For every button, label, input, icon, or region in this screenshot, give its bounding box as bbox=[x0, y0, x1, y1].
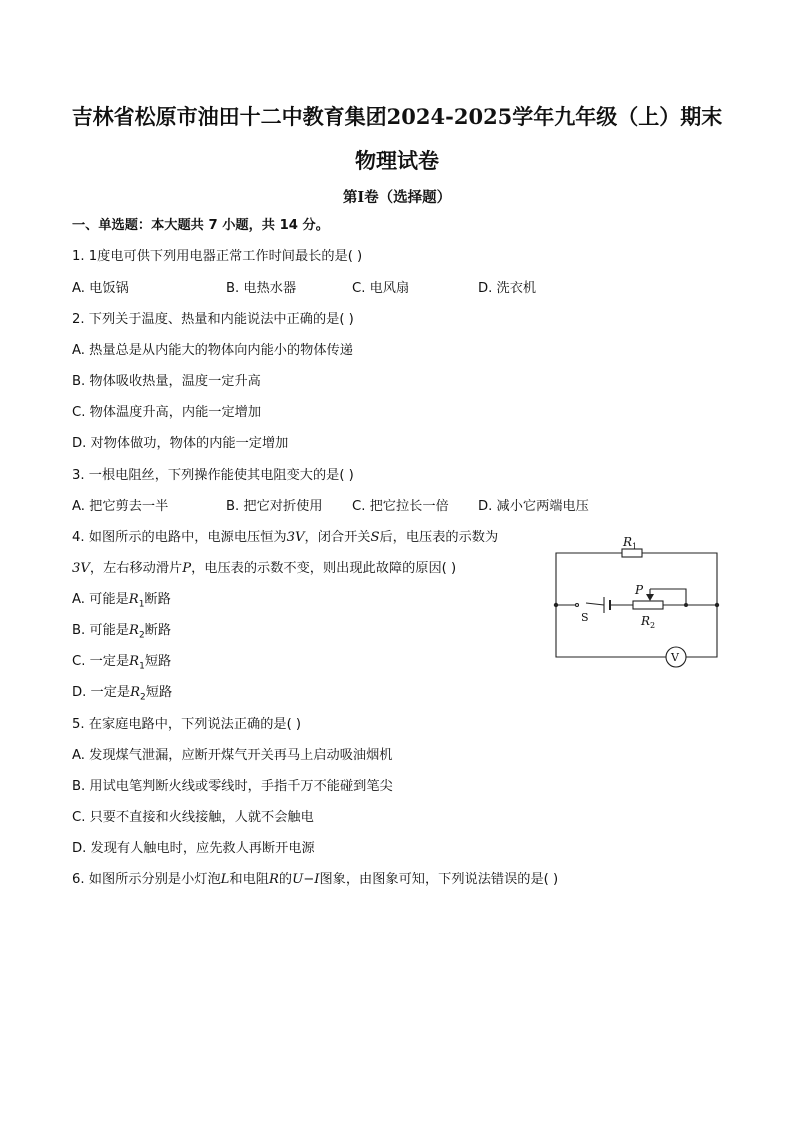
r2-label: $R_2$ bbox=[641, 614, 656, 630]
volume-label: 第I卷（选择题） bbox=[342, 189, 452, 206]
q4-slider-symbol: P bbox=[182, 561, 192, 576]
question-2-stem: 2. 下列关于温度、热量和内能说法中正确的是( ) bbox=[72, 312, 354, 327]
question-1-option-b: B. 电热水器 bbox=[226, 281, 297, 296]
q4-text-1: 4. 如图所示的电路中，电源电压恒为 bbox=[72, 530, 287, 545]
question-2-option-c: C. 物体温度升高，内能一定增加 bbox=[72, 405, 262, 420]
q6-text-3: 的 bbox=[278, 872, 293, 887]
question-1-stem: 1. 1度电可供下列用电器正常工作时间最长的是( ) bbox=[72, 249, 363, 264]
question-4-option-d bbox=[72, 684, 172, 707]
q6-text-2: 和电阻 bbox=[229, 872, 269, 887]
r2-resistor bbox=[633, 601, 663, 609]
q4-voltage-symbol-2: 3V bbox=[72, 561, 90, 576]
question-5-option-a: A. 发现煤气泄漏，应断开煤气开关再马上启动吸油烟机 bbox=[72, 748, 393, 763]
question-3-option-c: C. 把它拉长一倍 bbox=[352, 499, 449, 514]
q4-b-subscript: 2 bbox=[138, 630, 145, 641]
q6-lamp-symbol: L bbox=[220, 872, 230, 887]
q6-resistor-symbol: R bbox=[268, 872, 279, 887]
q6-text-1: 6. 如图所示分别是小灯泡 bbox=[72, 872, 221, 887]
section-heading: 一、单选题：本大题共 7 小题，共 14 分。 bbox=[72, 218, 329, 233]
q4-voltage-symbol: 3V bbox=[286, 530, 305, 545]
q4-d-suffix: 短路 bbox=[145, 685, 173, 700]
q4-c-suffix: 短路 bbox=[144, 654, 172, 669]
question-3-option-a: A. 把它剪去一半 bbox=[72, 499, 169, 514]
node-left bbox=[554, 603, 558, 607]
q4-c-prefix: C. 一定是 bbox=[72, 654, 130, 669]
q4-text-2: ，闭合开关 bbox=[304, 530, 371, 545]
question-1-option-d: D. 洗衣机 bbox=[478, 281, 537, 296]
circuit-diagram bbox=[548, 533, 728, 668]
q4-text-3: 后，电压表的示数为 bbox=[379, 530, 499, 545]
exam-title-line2: 物理试卷 bbox=[355, 148, 439, 173]
question-3-option-b: B. 把它对折使用 bbox=[226, 499, 323, 514]
q4-c-subscript: 1 bbox=[139, 661, 145, 672]
question-5-option-d: D. 发现有人触电时，应先救人再断开电源 bbox=[72, 841, 315, 856]
circuit-wire-top bbox=[556, 553, 717, 605]
r1-label: $R_1$ bbox=[623, 535, 638, 551]
q4-a-suffix: 断路 bbox=[144, 592, 171, 607]
q4-c-symbol: R bbox=[129, 654, 140, 669]
v-label: V bbox=[671, 651, 679, 664]
question-3-option-d: D. 减小它两端电压 bbox=[478, 499, 589, 514]
q4-d-prefix: D. 一定是 bbox=[72, 685, 131, 700]
exam-title-line1: 吉林省松原市油田十二中教育集团2024-2025学年九年级（上）期末 bbox=[71, 104, 723, 129]
q4-switch-symbol: S bbox=[370, 530, 380, 545]
q6-text-4: 图象，由图象可知，下列说法错误的是( ) bbox=[319, 872, 559, 887]
q4-b-prefix: B. 可能是 bbox=[72, 623, 129, 638]
node-slider bbox=[684, 603, 688, 607]
question-5-option-c: C. 只要不直接和火线接触，人就不会触电 bbox=[72, 810, 314, 825]
question-5-stem: 5. 在家庭电路中，下列说法正确的是( ) bbox=[72, 717, 302, 732]
question-4-stem-line2 bbox=[72, 560, 456, 578]
question-4-option-c bbox=[72, 653, 171, 676]
q4-a-prefix: A. 可能是 bbox=[72, 592, 129, 607]
question-4-option-a bbox=[72, 591, 171, 614]
question-5-option-b: B. 用试电笔判断火线或零线时，手指千万不能碰到笔尖 bbox=[72, 779, 393, 794]
question-4-stem-line1 bbox=[72, 529, 498, 547]
question-1-option-c: C. 电风扇 bbox=[352, 281, 410, 296]
q4-d-symbol: R bbox=[130, 685, 141, 700]
q6-ui-symbol: U−I bbox=[292, 872, 320, 887]
q4-b-symbol: R bbox=[129, 623, 139, 638]
q4-a-symbol: R bbox=[128, 592, 139, 607]
question-2-option-d: D. 对物体做功，物体的内能一定增加 bbox=[72, 436, 289, 451]
question-3-stem: 3. 一根电阻丝，下列操作能使其电阻变大的是( ) bbox=[72, 468, 354, 483]
p-label: P bbox=[635, 583, 644, 597]
q4-a-subscript: 1 bbox=[138, 599, 145, 610]
q4-d-subscript: 2 bbox=[140, 692, 146, 703]
slider-arrowhead bbox=[646, 594, 654, 601]
question-1-option-a: A. 电饭锅 bbox=[72, 281, 129, 296]
question-4-option-b bbox=[72, 622, 171, 645]
node-right bbox=[715, 603, 719, 607]
s-label: S bbox=[581, 611, 589, 624]
question-2-option-b: B. 物体吸收热量，温度一定升高 bbox=[72, 374, 261, 389]
question-6-stem bbox=[72, 871, 558, 889]
q4-text-5: ，电压表的示数不变，则出现此故障的原因( ) bbox=[191, 561, 457, 576]
question-2-option-a: A. 热量总是从内能大的物体向内能小的物体传递 bbox=[72, 343, 353, 358]
q4-text-4: ，左右移动滑片 bbox=[89, 561, 183, 576]
switch-pivot bbox=[576, 604, 579, 607]
q4-b-suffix: 断路 bbox=[144, 623, 172, 638]
